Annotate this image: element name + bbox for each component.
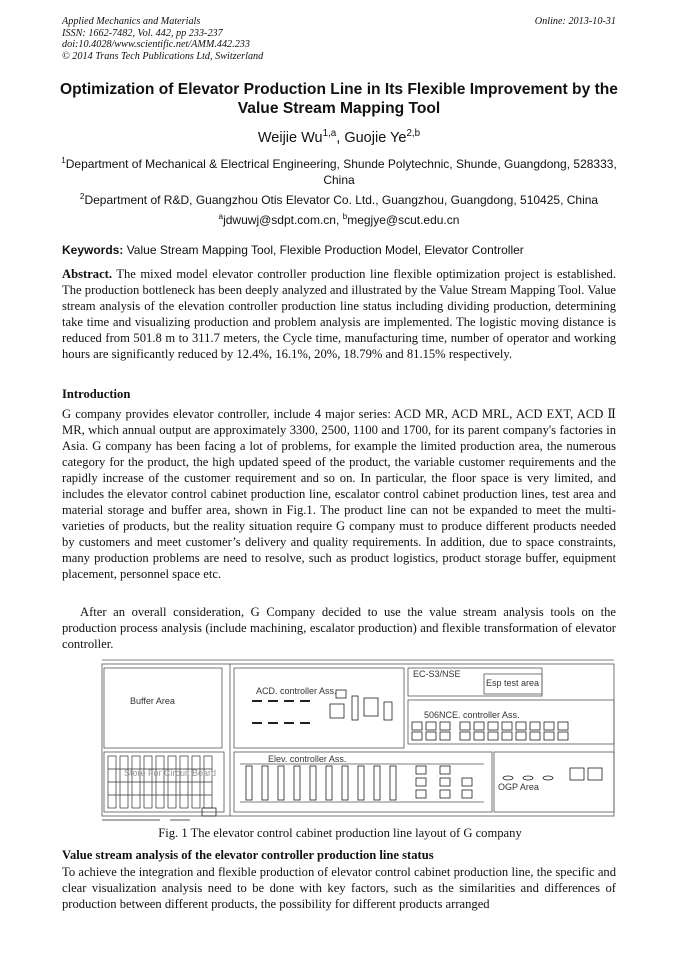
keywords [62,243,618,257]
label-store: Store For Circuit Board [124,768,217,778]
figure-caption: Fig. 1 The elevator control cabinet production line layout of G company [158,826,522,840]
author-1: Weijie Wu [257,130,323,146]
email-a[interactable]: jdwuwj@sdpt.com.cn, [223,213,343,227]
affiliation-2-sup: 2 [79,192,85,201]
abstract-text: The mixed model elevator controller production line flexible optimization project is established. The production bottleneck has been deeply analyzed and illustrated by the Value Stream Mapping Tool. Value stream analysis of the elevation controller production line status including dividing production, determining take time and visualizing production and problem analysis are implemented. The logistic moving distance is reduced from 501.8 m to 311.7 meters, the Cycle time, manufacturing time, number of operator and working hours are significantly reduced by 12.4%, 16.1%, 20%, 18.79% and 81.15% respectively. [62,267,616,361]
label-esp-test: Esp test area [486,678,540,688]
author-line [60,130,618,146]
label-ogp-area: OGP Area [498,782,539,792]
author-1-sup: 1,a [322,128,337,140]
affiliation-1-sup: 1 [61,156,66,165]
doi-line: doi:10.4028/www.scientific.net/AMM.442.233 [62,39,250,51]
paper-title: Optimization of Elevator Production Line in Its Flexible Improvement by the Value Stream Mapping Tool [60,81,618,117]
email-a-sup: a [218,212,224,221]
author-separator: , [336,130,345,146]
abstract-label: Abstract. [62,267,113,281]
label-ec-nse: EC-S3/NSE [413,669,461,679]
issn-line: ISSN: 1662-7482, Vol. 442, pp 233-237 [62,27,223,39]
introduction-paragraph-1: G company provides elevator controller, include 4 major series: ACD MR, ACD MRL, ACD EXT, ACD Ⅱ MR, which annual output are approximately 3300, 2500, 1100 and 1700, for its parent company's factories in Asia. G company has been facing a lot of problems, for example the limited production area, the numerous category for the product, the high updated speed of the product, the variable customer requirements and the rapidly increase of the customer requirement and so on. In particular, the floor space is very limited, and includes the elevator control cabinet production line, escalator control cabinet production lines, test area and material storage and buffer area, shown in Fig.1. The product line can not be expanded to meet the multi-varieties of products, but the reality situation require G company must to produce different products needed by customers and meet customer’s delivery and quality requirements. In addition, due to space constraints, many production problems are need to resolve, such as product logistics, product storage buffer, equipment placement, personnel space etc. [62,407,616,581]
label-buffer-area: Buffer Area [130,696,175,706]
affiliation-2-text: Department of R&D, Guangzhou Otis Elevator Co. Ltd., Guangzhou, Guangdong, 510425, China [84,193,599,207]
keywords-label: Keywords: [62,243,124,257]
email-line [60,213,618,227]
acd-block [234,668,404,748]
buffer-area-block [104,668,222,748]
copyright-line: © 2014 Trans Tech Publications Ltd, Switzerland [62,50,264,62]
online-date: Online: 2013-10-31 [534,16,616,27]
affiliation-2 [60,193,618,209]
label-nce-controller: 506NCE. controller Ass. [424,710,520,720]
layout-drawing [100,652,620,824]
email-b-sup: b [342,212,348,221]
acd-stations [252,700,310,724]
journal-name: Applied Mechanics and Materials [62,16,201,27]
store-racks [108,756,212,808]
introduction-heading: Introduction [62,387,131,401]
author-2: Guojie Ye [344,130,407,146]
running-header [62,16,616,62]
section-heading: Value stream analysis of the elevator controller production line status [62,848,434,862]
affiliation-1 [60,157,618,188]
figure-1-layout [100,652,620,824]
abstract [62,266,616,362]
label-acd-controller: ACD. controller Ass. [256,686,337,696]
label-elev-controller: Elev. controller Ass. [268,754,347,764]
section-paragraph: To achieve the integration and flexible production of elevator control cabinet production line, the specific and clear visualization analysis need to be done with key factors, such as the similarities and differences of production between different products, the possibility for different products arranged [62,865,616,911]
introduction-paragraph-2: After an overall consideration, G Company decided to use the value stream analysis tools on the production process analysis (include machining, escalator production) and flexible transformation of elevator controller. [62,605,616,651]
affiliation-1-text: Department of Mechanical & Electrical Engineering, Shunde Polytechnic, Shunde, Guangdong, 528333, China [65,157,617,187]
author-2-sup: 2,b [406,128,421,140]
email-b[interactable]: megjye@scut.edu.cn [347,213,460,227]
keywords-text: Value Stream Mapping Tool, Flexible Production Model, Elevator Controller [123,243,524,257]
